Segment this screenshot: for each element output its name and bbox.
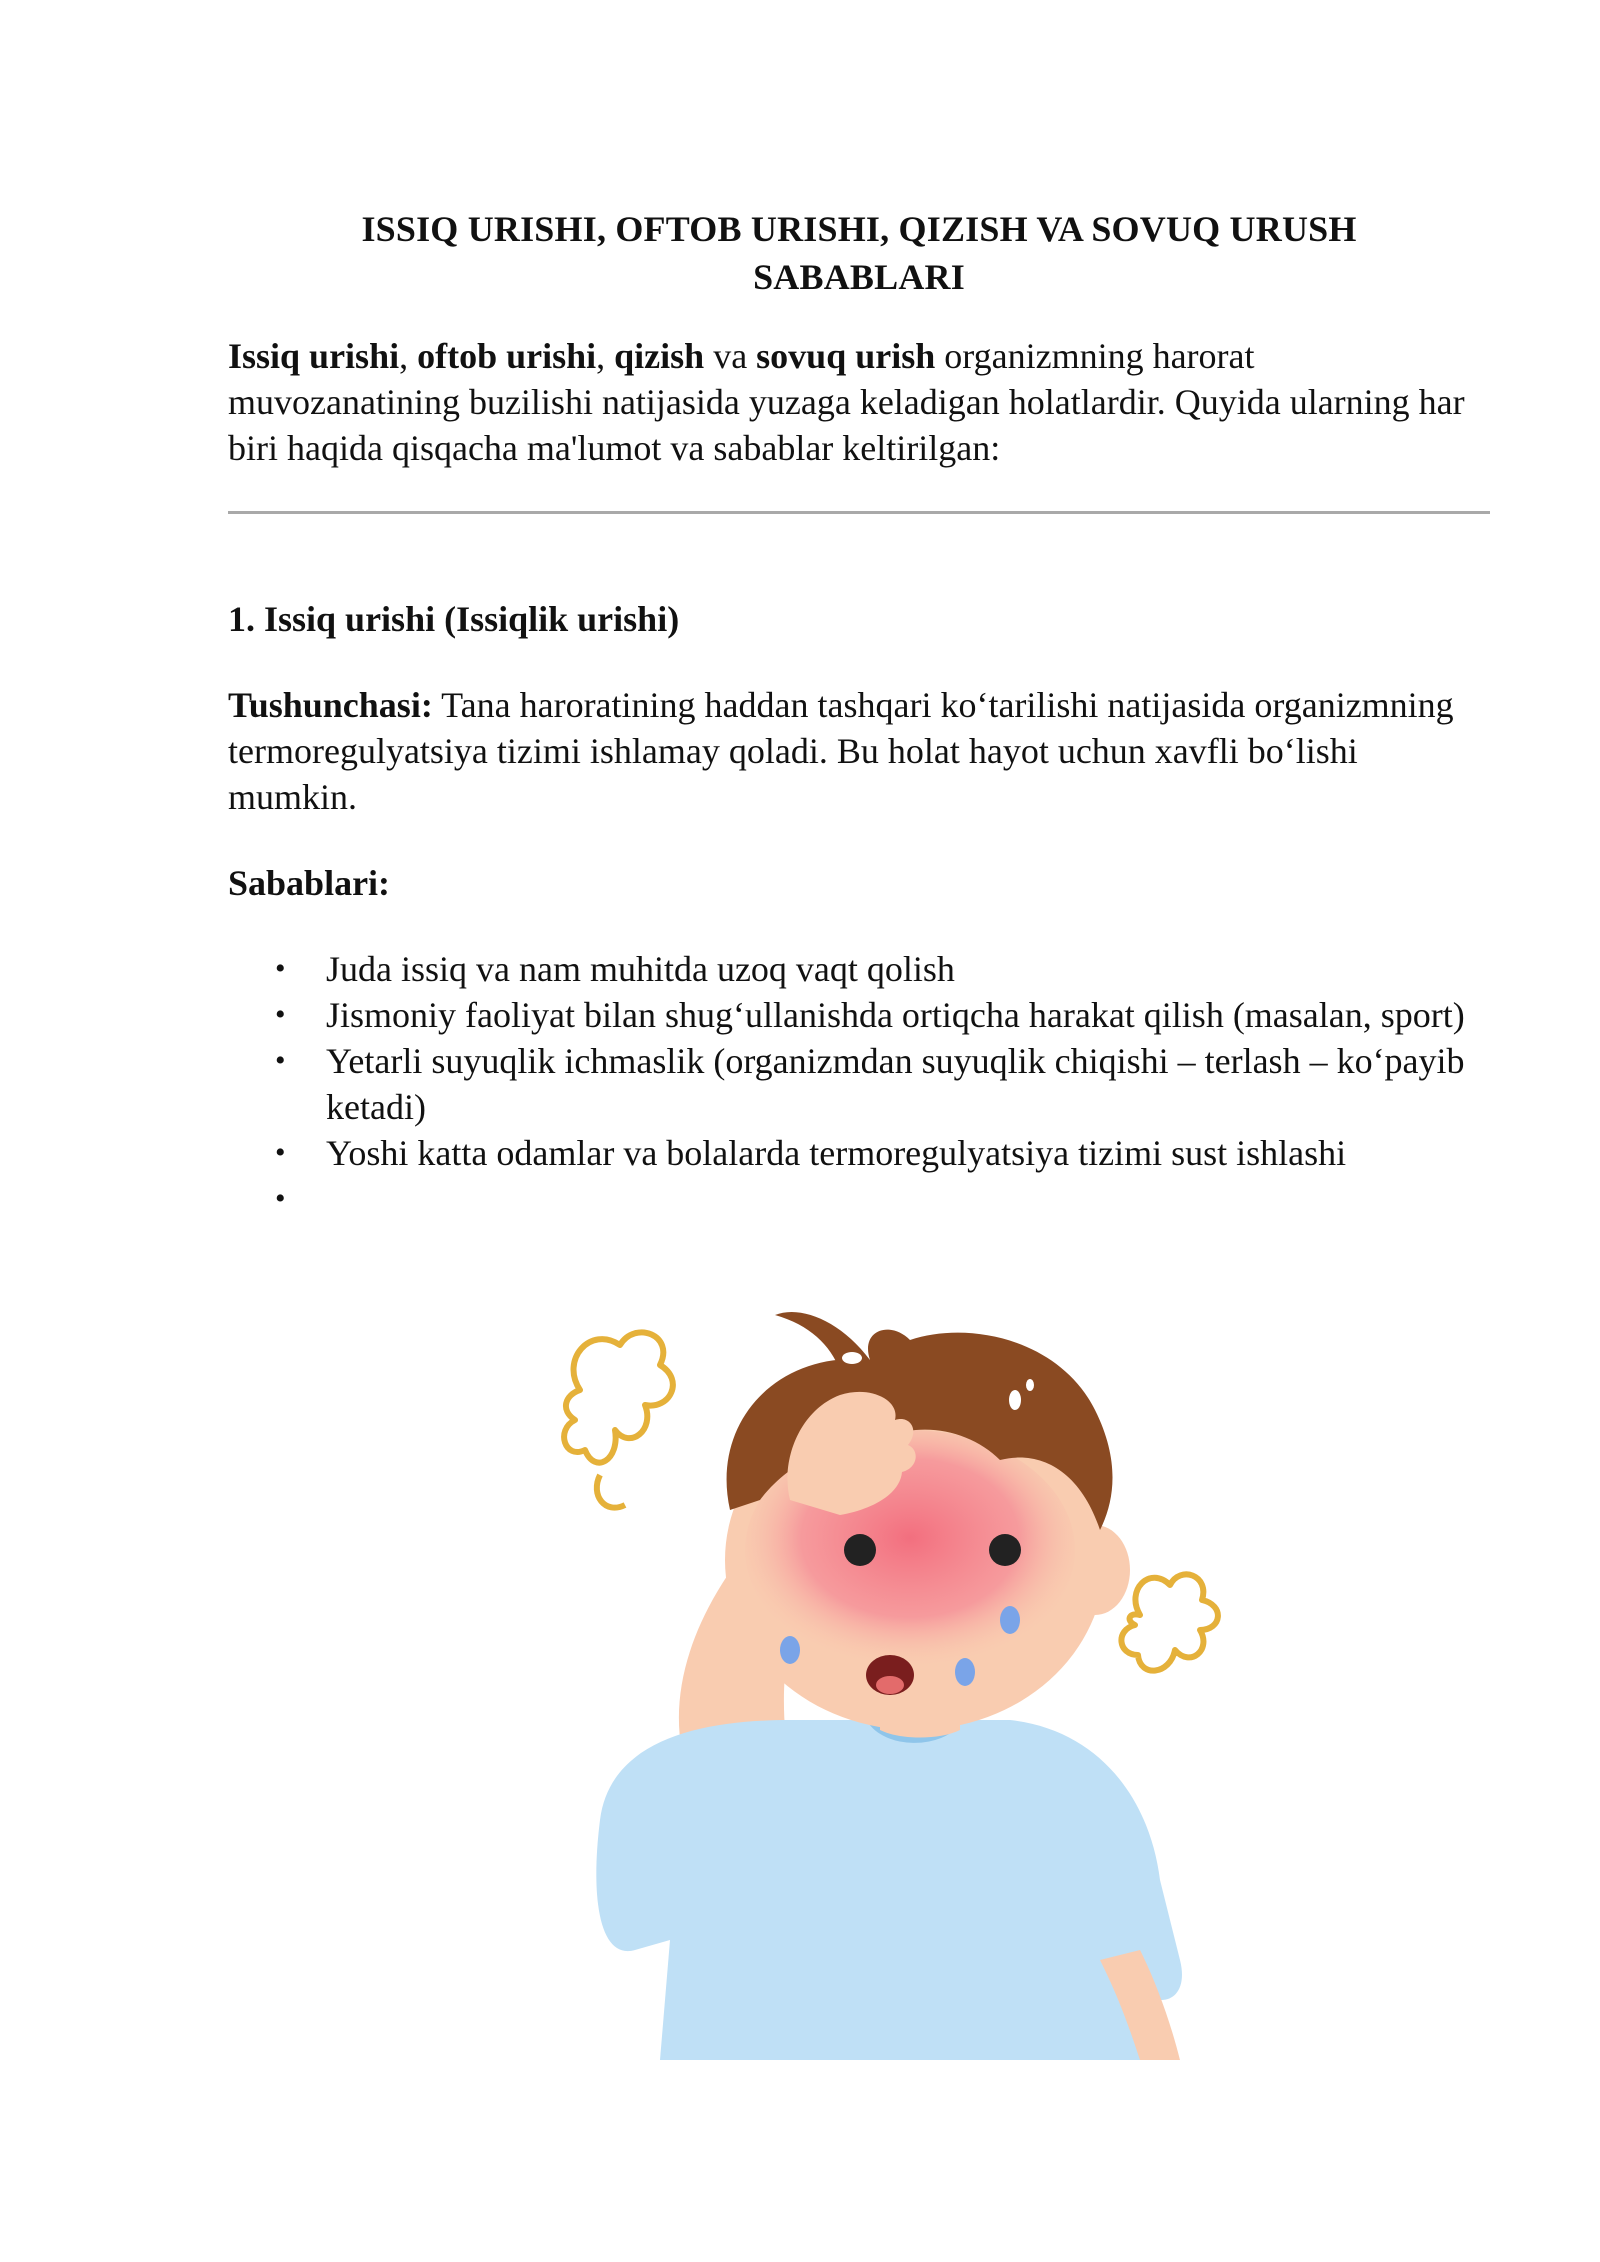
bullet-icon: • <box>275 1044 286 1077</box>
bullet-icon: • <box>275 998 286 1031</box>
bullet-icon: • <box>275 1182 286 1215</box>
intro-separator: , <box>596 336 615 376</box>
causes-heading: Sabablari: <box>228 863 391 903</box>
overheated-child-icon <box>540 1300 1280 2060</box>
bullet-icon: • <box>275 952 286 985</box>
list-item <box>228 946 1490 992</box>
list-item <box>228 1038 1490 1130</box>
list-item <box>228 992 1490 1038</box>
sweat-drop-icon <box>1000 1606 1020 1634</box>
sweat-drop-icon <box>780 1636 800 1664</box>
intro-term-heatstroke: Issiq urishi <box>228 336 400 376</box>
bullet-icon: • <box>275 1136 286 1169</box>
steam-left-icon <box>564 1332 673 1507</box>
title-line-1: ISSIQ URISHI, OFTOB URISHI, QIZISH VA SOVUQ URUSH <box>361 209 1357 249</box>
mouth-icon <box>866 1655 914 1695</box>
sweat-drop-icon <box>955 1658 975 1686</box>
list-item <box>228 1176 1490 1222</box>
list-item-text: Jismoniy faoliyat bilan shug‘ullanishda ortiqcha harakat qilish (masalan, sport) <box>326 995 1465 1035</box>
document-page <box>228 205 1490 1222</box>
right-eye-icon <box>989 1534 1021 1566</box>
intro-separator: , <box>399 336 418 376</box>
left-eye-icon <box>844 1534 876 1566</box>
intro-separator: va <box>704 336 757 376</box>
intro-text: organizmning harorat muvozanatining buzilishi natijasida yuzaga keladigan holatlardir. Quyida ularning har biri haqida qisqacha ma'lumot va sabablar keltirilgan: <box>228 336 1465 468</box>
definition-text: Tana haroratining haddan tashqari ko‘tarilishi natijasida organizmning termoregulyatsiya tizimi ishlamay qoladi. Bu holat hayot uchun xavfli bo‘lishi mumkin. <box>228 685 1454 817</box>
list-item <box>228 1130 1490 1176</box>
horizontal-divider <box>228 511 1490 514</box>
definition-label: Tushunchasi: <box>228 685 433 725</box>
document-title <box>228 205 1490 301</box>
section-heading-heatstroke: 1. Issiq urishi (Issiqlik urishi) <box>228 599 680 639</box>
intro-term-sunstroke: oftob urishi <box>417 336 597 376</box>
list-item-text: Yetarli suyuqlik ichmaslik (organizmdan suyuqlik chiqishi – terlash – ko‘payib ketadi) <box>326 1041 1465 1127</box>
shirt-icon <box>596 1720 1182 2060</box>
causes-list <box>228 946 1490 1222</box>
steam-right-icon <box>1121 1574 1218 1670</box>
definition-paragraph <box>228 682 1490 820</box>
list-item-text: Yoshi katta odamlar va bolalarda termoregulyatsiya tizimi sust ishlashi <box>326 1133 1347 1173</box>
intro-term-overheating: qizish <box>614 336 705 376</box>
intro-term-cold-injury: sovuq urish <box>756 336 936 376</box>
list-item-text: Juda issiq va nam muhitda uzoq vaqt qolish <box>326 949 955 989</box>
title-line-2: SABABLARI <box>753 257 965 297</box>
list-item-text <box>326 1179 335 1219</box>
intro-paragraph <box>228 333 1490 471</box>
